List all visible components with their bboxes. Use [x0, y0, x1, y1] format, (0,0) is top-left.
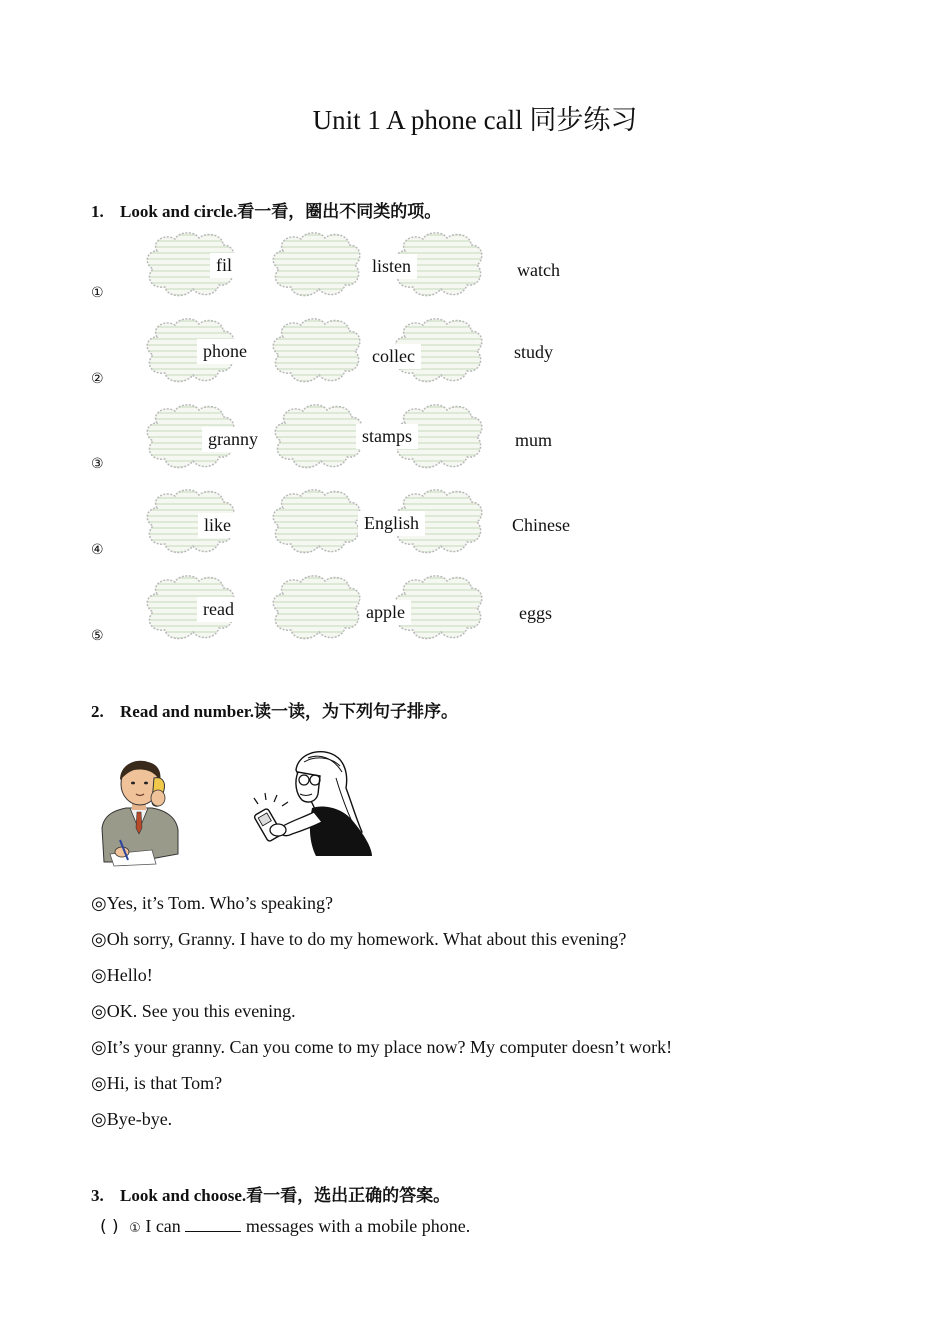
word-option[interactable]: stamps — [356, 424, 418, 449]
section-1-number: 1. — [91, 202, 104, 221]
word-option[interactable]: English — [358, 511, 425, 536]
granny-with-mobile-illustration — [252, 748, 378, 858]
word-option[interactable]: collec — [366, 344, 421, 369]
section-1-heading — [91, 197, 441, 222]
sentence-item: ◎It’s your granny. Can you come to my place now? My computer doesn’t work! — [91, 1037, 673, 1057]
cloud-1-2 — [269, 231, 363, 299]
row-1-marker: ① — [91, 285, 104, 301]
question-1 — [100, 1216, 470, 1237]
page-title: Unit 1 A phone call 同步练习 — [312, 105, 638, 135]
question-text-before: I can — [145, 1216, 181, 1236]
section-3-number: 3. — [91, 1186, 104, 1205]
sentence-item: ◎Yes, it’s Tom. Who’s speaking? — [91, 893, 333, 913]
word-option[interactable]: fil — [210, 253, 238, 278]
cloud-5-2 — [269, 574, 363, 642]
word-option[interactable]: Chinese — [512, 515, 570, 535]
sentence-item: ◎Oh sorry, Granny. I have to do my homework. What about this evening? — [91, 929, 627, 949]
question-marker: ① — [129, 1221, 141, 1236]
section-2-heading — [91, 697, 458, 722]
question-text-after: messages with a mobile phone. — [245, 1216, 471, 1236]
sentence-item: ◎Hello! — [91, 965, 153, 985]
word-option[interactable]: study — [514, 342, 554, 362]
sentence-item: ◎Hi, is that Tom? — [91, 1073, 223, 1093]
word-option[interactable]: listen — [366, 254, 417, 279]
section-3-title: Look and choose.看一看，选出正确的答案。 — [120, 1186, 451, 1205]
word-option[interactable]: apple — [360, 600, 411, 625]
word-option[interactable]: phone — [197, 339, 253, 364]
sentence-item: ◎Bye-bye. — [91, 1109, 173, 1129]
row-5-marker: ⑤ — [91, 628, 104, 644]
word-option[interactable]: mum — [515, 430, 553, 450]
section-1-title: Look and circle.看一看，圈出不同类的项。 — [120, 202, 442, 221]
row-2-marker: ② — [91, 371, 104, 387]
row-4-marker: ④ — [91, 542, 104, 558]
word-option[interactable]: like — [198, 513, 237, 538]
word-option[interactable]: granny — [202, 427, 264, 452]
sentence-item: ◎OK. See you this evening. — [91, 1001, 296, 1021]
section-2-number: 2. — [91, 702, 104, 721]
word-option[interactable]: eggs — [519, 603, 552, 623]
cloud-2-2 — [269, 317, 363, 385]
cloud-4-2 — [269, 488, 363, 556]
boy-on-phone-illustration — [96, 758, 182, 868]
answer-bracket[interactable]: ( ) — [100, 1217, 119, 1237]
row-3-marker: ③ — [91, 456, 104, 472]
word-option[interactable]: read — [197, 597, 240, 622]
cloud-3-2 — [271, 403, 365, 471]
answer-blank[interactable] — [185, 1217, 241, 1232]
section-3-heading — [91, 1181, 450, 1206]
section-2-title: Read and number.读一读，为下列句子排序。 — [120, 702, 458, 721]
word-option[interactable]: watch — [517, 260, 560, 280]
